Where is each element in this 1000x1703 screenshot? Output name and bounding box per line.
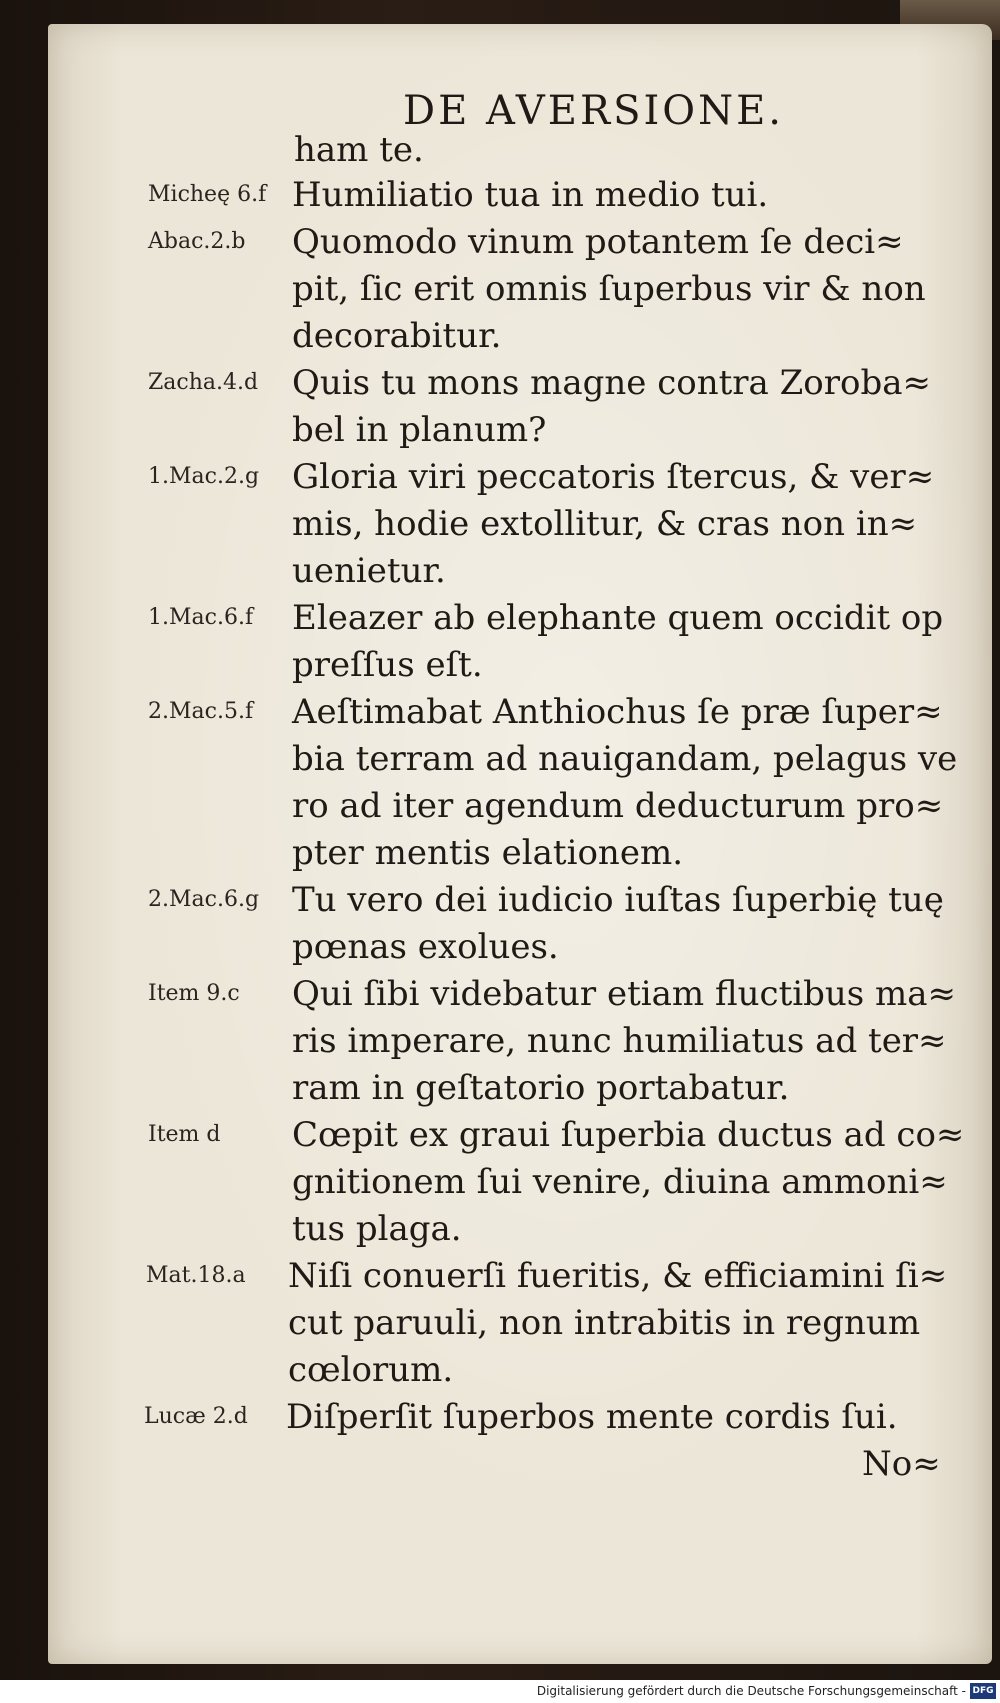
text-line: Aeſtimabat Anthiochus ſe præ ſuper≈	[292, 692, 943, 732]
margin-reference: Item d	[148, 1122, 221, 1147]
margin-reference: 1.Mac.2.g	[148, 464, 260, 489]
margin-reference: Mat.18.a	[146, 1263, 246, 1288]
margin-reference: 2.Mac.5.f	[148, 699, 254, 724]
text-line: pter mentis elationem.	[292, 833, 683, 873]
margin-reference: 2.Mac.6.g	[148, 887, 260, 912]
text-line: Diſperſit ſuperbos mente cordis ſui.	[286, 1397, 898, 1437]
text-line: mis, hodie extollitur, & cras non in≈	[292, 504, 918, 544]
text-line: tus plaga.	[292, 1209, 462, 1249]
text-line: ram in geſtatorio portabatur.	[292, 1068, 790, 1108]
margin-reference: Abac.2.b	[148, 229, 246, 254]
text-line: gnitionem ſui venire, diuina ammoni≈	[292, 1162, 948, 1202]
text-line: Qui ſibi videbatur etiam fluctibus ma≈	[292, 974, 957, 1014]
text-line: ham te.	[294, 130, 424, 170]
text-line: preſſus eſt.	[292, 645, 483, 685]
text-line: Cœpit ex graui ſuperbia ductus ad co≈	[292, 1115, 965, 1155]
text-line: bel in planum?	[292, 410, 547, 450]
margin-reference: Lucæ 2.d	[144, 1404, 248, 1429]
text-line: Gloria viri peccatoris ſtercus, & ver≈	[292, 457, 935, 497]
margin-reference: Zacha.4.d	[148, 370, 259, 395]
text-line: pœnas exolues.	[292, 927, 559, 967]
text-line: ro ad iter agendum deducturum pro≈	[292, 786, 944, 826]
funding-credit: Digitalisierung gefördert durch die Deutsche Forschungsgemeinschaft -	[536, 1684, 966, 1698]
text-line: decorabitur.	[292, 316, 502, 356]
text-line: Eleazer ab elephante quem occidit op	[292, 598, 944, 638]
dfg-logo: DFG	[970, 1683, 996, 1699]
text-line: Tu vero dei iudicio iuſtas ſuperbię tuę	[292, 880, 944, 920]
text-line: Quomodo vinum potantem ſe deci≈	[292, 222, 904, 262]
catchword: No≈	[862, 1444, 941, 1484]
text-line: bia terram ad nauigandam, pelagus ve	[292, 739, 958, 779]
text-line: Humiliatio tua in medio tui.	[292, 175, 769, 215]
text-line: cœlorum.	[288, 1350, 454, 1390]
margin-reference: 1.Mac.6.f	[148, 605, 254, 630]
running-header: DE AVERSIONE.	[403, 88, 784, 134]
text-line: ris imperare, nunc humiliatus ad ter≈	[292, 1021, 947, 1061]
margin-reference: Item 9.c	[148, 981, 240, 1006]
text-line: uenietur.	[292, 551, 446, 591]
text-line: Niſi conuerſi fueritis, & efficiamini ſi≈	[288, 1256, 948, 1296]
footer-bar	[0, 1680, 1000, 1703]
text-line: Quis tu mons magne contra Zoroba≈	[292, 363, 931, 403]
text-line: cut paruuli, non intrabitis in regnum	[288, 1303, 921, 1343]
text-line: pit, ſic erit omnis ſuperbus vir & non	[292, 269, 926, 309]
margin-reference: Micheę 6.f	[148, 182, 267, 207]
